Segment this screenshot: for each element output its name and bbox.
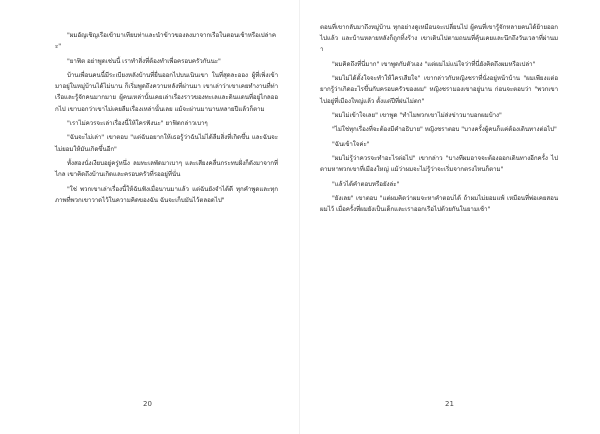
page-number: 20 — [143, 400, 152, 408]
paragraph: "แล้วได้คำตอบหรือยังล่ะ" — [332, 180, 400, 188]
paragraph: "ใช่ พวกเขาเล่าเรื่องนี้ให้ฉันฟังเมื่อนานมาแล้ว แต่ฉันยังจำได้ดี ทุกคำพูดและทุกภาพที่พวกเขาวาดไว้ในความคิดของฉัน ฉันจะเก็บมันไว้ตลอดไป" — [55, 185, 278, 204]
paragraph: "ฉันเข้าใจค่ะ" — [332, 140, 370, 148]
paragraph: "ผมไม่เข้าใจเลย" เขาพูด "ทำไมพวกเขาไม่ส่งข่าวมาบอกผมบ้าง" — [332, 111, 502, 119]
paragraph: "ผมไม่รู้ว่าควรจะทำอะไรต่อไป" เขากล่าว "บางทีผมอาจจะต้องออกเดินทางอีกครั้ง ไปตามหาพวกเขาที่เมืองใหญ่ แม้ว่าผมจะไม่รู้ว่าจะเริ่มจากตรงไหนก็ตาม" — [320, 155, 558, 174]
paragraph: "ผมคิดถึงที่นี่มาก" เขาพูดกับตัวเอง "แต่ผมไม่แน่ใจว่าที่นี่ยังคิดถึงผมหรือเปล่า" — [332, 60, 536, 68]
paragraph: "ผมไม่ได้ตั้งใจจะทำให้ใครเสียใจ" เขากล่าวกับหญิงชราที่นั่งอยู่หน้าบ้าน "ผมเพียงแต่อยากรู้ว่าเกิดอะไรขึ้นกับครอบครัวของผม" หญิงชรามองเขาอยู่นาน ก่อนจะตอบว่า "พวกเขาไปอยู่ที่เมืองใหญ่แล้ว ตั้งแต่ปีที่ฝนไม่ตก" — [320, 75, 558, 105]
paragraph: ตอนที่เขากลับมาถึงหมู่บ้าน ทุกอย่างดูเหมือนจะเปลี่ยนไป ผู้คนที่เขารู้จักหลายคนได้ย้ายออกไปแล้ว และบ้านหลายหลังก็ถูกทิ้งร้าง เขาเดินไปตามถนนที่คุ้นเคยและนึกถึงวันเวลาที่ผ่านมา — [320, 24, 558, 54]
paragraph: "ฉันจะไม่เล่า" เขาตอบ "แต่ฉันอยากให้เธอรู้ว่าฉันไม่ได้ลืมสิ่งที่เกิดขึ้น และฉันจะไม่ยอมให้มันเกิดขึ้นอีก" — [55, 134, 278, 153]
paragraph: "ไม่ใช่ทุกเรื่องที่จะต้องมีคำอธิบาย" หญิงชราตอบ "บางครั้งผู้คนก็แค่ต้องเดินทางต่อไป" — [332, 126, 557, 134]
right-page — [300, 0, 600, 434]
paragraph: "ผมอัญเชิญเรือเข้ามาเทียบท่าและนำข้าวของลงมาจากเรือในตอนเช้าหรือเปล่าคะ" — [55, 32, 276, 51]
page-number: 21 — [445, 400, 454, 408]
paragraph: บ้านเพื่อนคนนี้มีระเบียงหลังบ้านที่ยื่นออกไปบนเนินเขา ในที่สุดละออง ผู้ที่เพิ่งเข้ามาอยู่ในหมู่บ้านได้ไม่นาน ก็เริ่มพูดถึงความหลังที่ผ่านมา เขาเล่าว่าเขาเคยทำงานที่ท่าเรือและรู้จักคนมากมาย ผู้คนเหล่านั้นเคยเล่าเรื่องราวของทะเลและดินแดนที่อยู่ไกลออกไป เขาบอกว่าเขาไม่เคยลืมเรื่องเหล่านั้นเลย แม้จะผ่านมานานหลายปีแล้วก็ตาม — [55, 71, 278, 113]
paragraph: ทั้งสองนั่งเงียบอยู่ครู่หนึ่ง ลมทะเลพัดมาเบาๆ และเสียงคลื่นกระทบฝั่งก็ดังมาจากที่ไกล เขาคิดถึงบ้านเกิดและครอบครัวที่รออยู่ที่นั่น — [55, 159, 278, 179]
paragraph: "ยาฟิต อย่าพูดเช่นนี้ เราทำสิ่งที่ต้องทำเพื่อครอบครัวกันนะ" — [67, 57, 221, 65]
paragraph: "เราไม่ควรจะเล่าเรื่องนี้ให้ใครฟังนะ" ยาฟิตกล่าวเบาๆ — [67, 119, 208, 127]
paragraph: "ยังเลย" เขาตอบ "แต่ผมคิดว่าผมจะหาคำตอบได้ ถ้าผมไม่ยอมแพ้ เหมือนที่พ่อเคยสอนผมไว้ เมื่อครั้งที่ผมยังเป็นเด็กและเราออกเรือไปด้วยกันในยามเช้า" — [320, 195, 558, 214]
